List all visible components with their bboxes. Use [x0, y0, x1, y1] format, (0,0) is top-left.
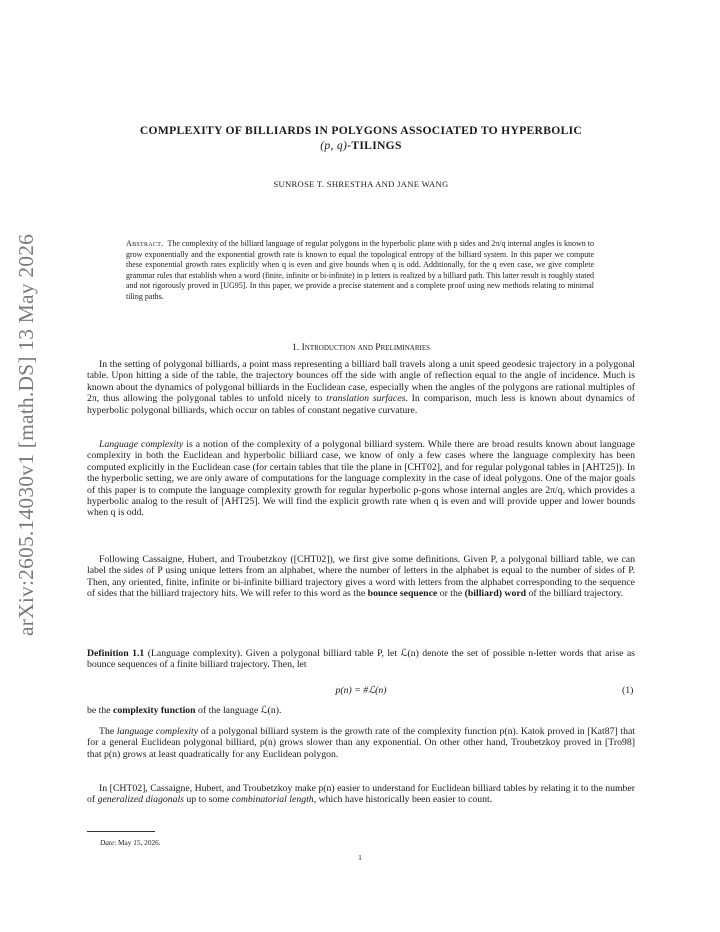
- footnote-text: : May 15, 2026.: [114, 838, 161, 847]
- paragraph-6: [87, 783, 635, 806]
- p2-text: is a notion of the complexity of a polygonal billiard system. While there are broad results known about language complexity in both the Euclidean and hyperbolic billiard case, we know of only a few cases where the language complexity has been computed explicitly in the Euclidean case (for certain tables that tile the plane in [CHT02], and for regular polygonal tables in [AHT25]). In the hyperbolic setting, we are only aware of computations for the language complexity in the case of ideal polygons. One of the major goals of this paper is to compute the language complexity growth for regular hyperbolic p-gons whose internal angles are 2π/q, which provides a hyperbolic analog to the result of [AHT25]. We will find the explicit growth rate when q is even and will provide upper and lower bounds when q is odd.: [87, 439, 636, 519]
- p1-emphasis: translation surfaces: [326, 393, 406, 405]
- after-eq-bold: complexity function: [113, 705, 196, 716]
- after-eq-c: of the language ℒ(n).: [195, 705, 282, 716]
- p3-bold-1: bounce sequence: [367, 588, 438, 600]
- section-heading: [88, 342, 634, 353]
- arxiv-identifier: arXiv:2605.14030v1 [math.DS] 13 May 2026: [14, 233, 38, 636]
- p3-bold-2: (billiard) word: [464, 588, 527, 600]
- equation: p(n) = #ℒ(n): [335, 685, 387, 696]
- p5-b: of a polygonal billiard system is the growth rate of the complexity function p(n). Katok proved in [Kat87] that for a general Euclidean polygonal billiard, p(n) grows slower than any exponential. On other other hand, Troubetzkoy proved in [Tro98] that p(n) grows at least quadratically for any Euclidean polygon.: [87, 726, 636, 760]
- paragraph-2: [87, 439, 635, 519]
- title-suffix: -TILINGS: [347, 139, 402, 152]
- p6-b: up to some: [183, 794, 232, 806]
- p6-emphasis-2: combinatorial length: [231, 794, 314, 806]
- p6-a: In [CHT02], Cassaigne, Hubert, and Troubetzkoy make p(n) easier to understand for Euclidean billiard tables by relating it to the number of: [87, 783, 635, 806]
- after-eq-a: be the: [87, 705, 113, 716]
- title-line-2: [88, 138, 634, 153]
- p5-a: The: [99, 726, 117, 737]
- definition-1-1: [87, 648, 635, 671]
- p1-tail: . In comparison, much less is known about dynamics of hyperbolic polygonal billiards, which occur on tables of constant negative curvature.: [87, 393, 636, 416]
- equation-number: (1): [622, 685, 634, 696]
- paragraph-1: [87, 359, 635, 416]
- footnote-rule: [87, 831, 155, 832]
- paragraph-3: [87, 554, 635, 600]
- definition-text: Given a polygonal billiard table P, let ℒ(n) denote the set of possible n-letter words that arise as bounce sequences of a finite billiard trajectory. Then, let: [87, 648, 635, 671]
- title-math: (p, q): [320, 139, 348, 152]
- p6-emphasis-1: generalized diagonals: [97, 794, 184, 806]
- page-number: 1: [358, 853, 362, 862]
- p1-text: In the setting of polygonal billiards, a point mass representing a billiard ball travels along a unit speed geodesic trajectory in a polygonal table. Upon hitting a side of the table, the trajectory bounces off the side with angle of reflection equal to the angle of incidence. Much is known about the dynamics of polygonal billiards in the Euclidean case, especially when the angles of the polygons are rational multiples of 2π, thus allowing the polygonal tables to unfold nicely to: [87, 359, 635, 405]
- p3-end: of the billiard trajectory.: [526, 588, 624, 600]
- post-equation-text: [87, 705, 635, 716]
- abstract-text: The complexity of the billiard language of regular polygons in the hyperbolic plane with p sides and 2π/q internal angles is known to grow exponentially and the exponential growth rate is known to equal the topological entropy of the billiard system. In this paper we compute these exponential growth rates explicitly when q is even and give bounds when q is odd. Additionally, for the q even case, we give complete grammar rules that establish when a word (finite, infinite or bi-infinite) in p letters is realized by a billiard path. This latter result is roughly stated and not rigorously proved in [UG95]. In this paper, we provide a precise statement and a complete proof using new methods relating to minimal tiling paths.: [126, 239, 595, 301]
- p2-emphasis: Language complexity: [99, 439, 184, 450]
- footnote-label: Date: [100, 838, 115, 847]
- section-title: Introduction and Preliminaries: [301, 342, 431, 353]
- paragraph-5: [87, 726, 635, 760]
- title-line-1: COMPLEXITY OF BILLIARDS IN POLYGONS ASSOCIATED TO HYPERBOLIC: [139, 124, 583, 137]
- p3-mid: or the: [437, 588, 465, 600]
- section-number: 1.: [291, 342, 300, 353]
- paper-title: [88, 123, 634, 153]
- definition-name: (Language complexity).: [144, 648, 243, 659]
- abstract-heading: Abstract.: [126, 239, 164, 248]
- p5-emphasis: language complexity: [116, 726, 199, 737]
- abstract: [126, 239, 594, 303]
- p3-text: Following Cassaigne, Hubert, and Troubetzkoy ([CHT02]), we first give some definitions. Given P, a polygonal billiard table, we can label the sides of P using unique letters from an alphabet, where the number of letters in the alphabet is equal to the number of sides of P. Then, any oriented, finite, infinite or bi-infinite billiard trajectory gives a word with letters from the alphabet corresponding to the sequence of sides that the billiard trajectory hits. We will refer to this word as the: [87, 554, 635, 600]
- definition-label: Definition 1.1: [87, 648, 145, 659]
- authors: SUNROSE T. SHRESTHA AND JANE WANG: [273, 179, 449, 189]
- p6-c: , which have historically been easier to count.: [313, 794, 493, 806]
- footnote-date: [100, 838, 161, 847]
